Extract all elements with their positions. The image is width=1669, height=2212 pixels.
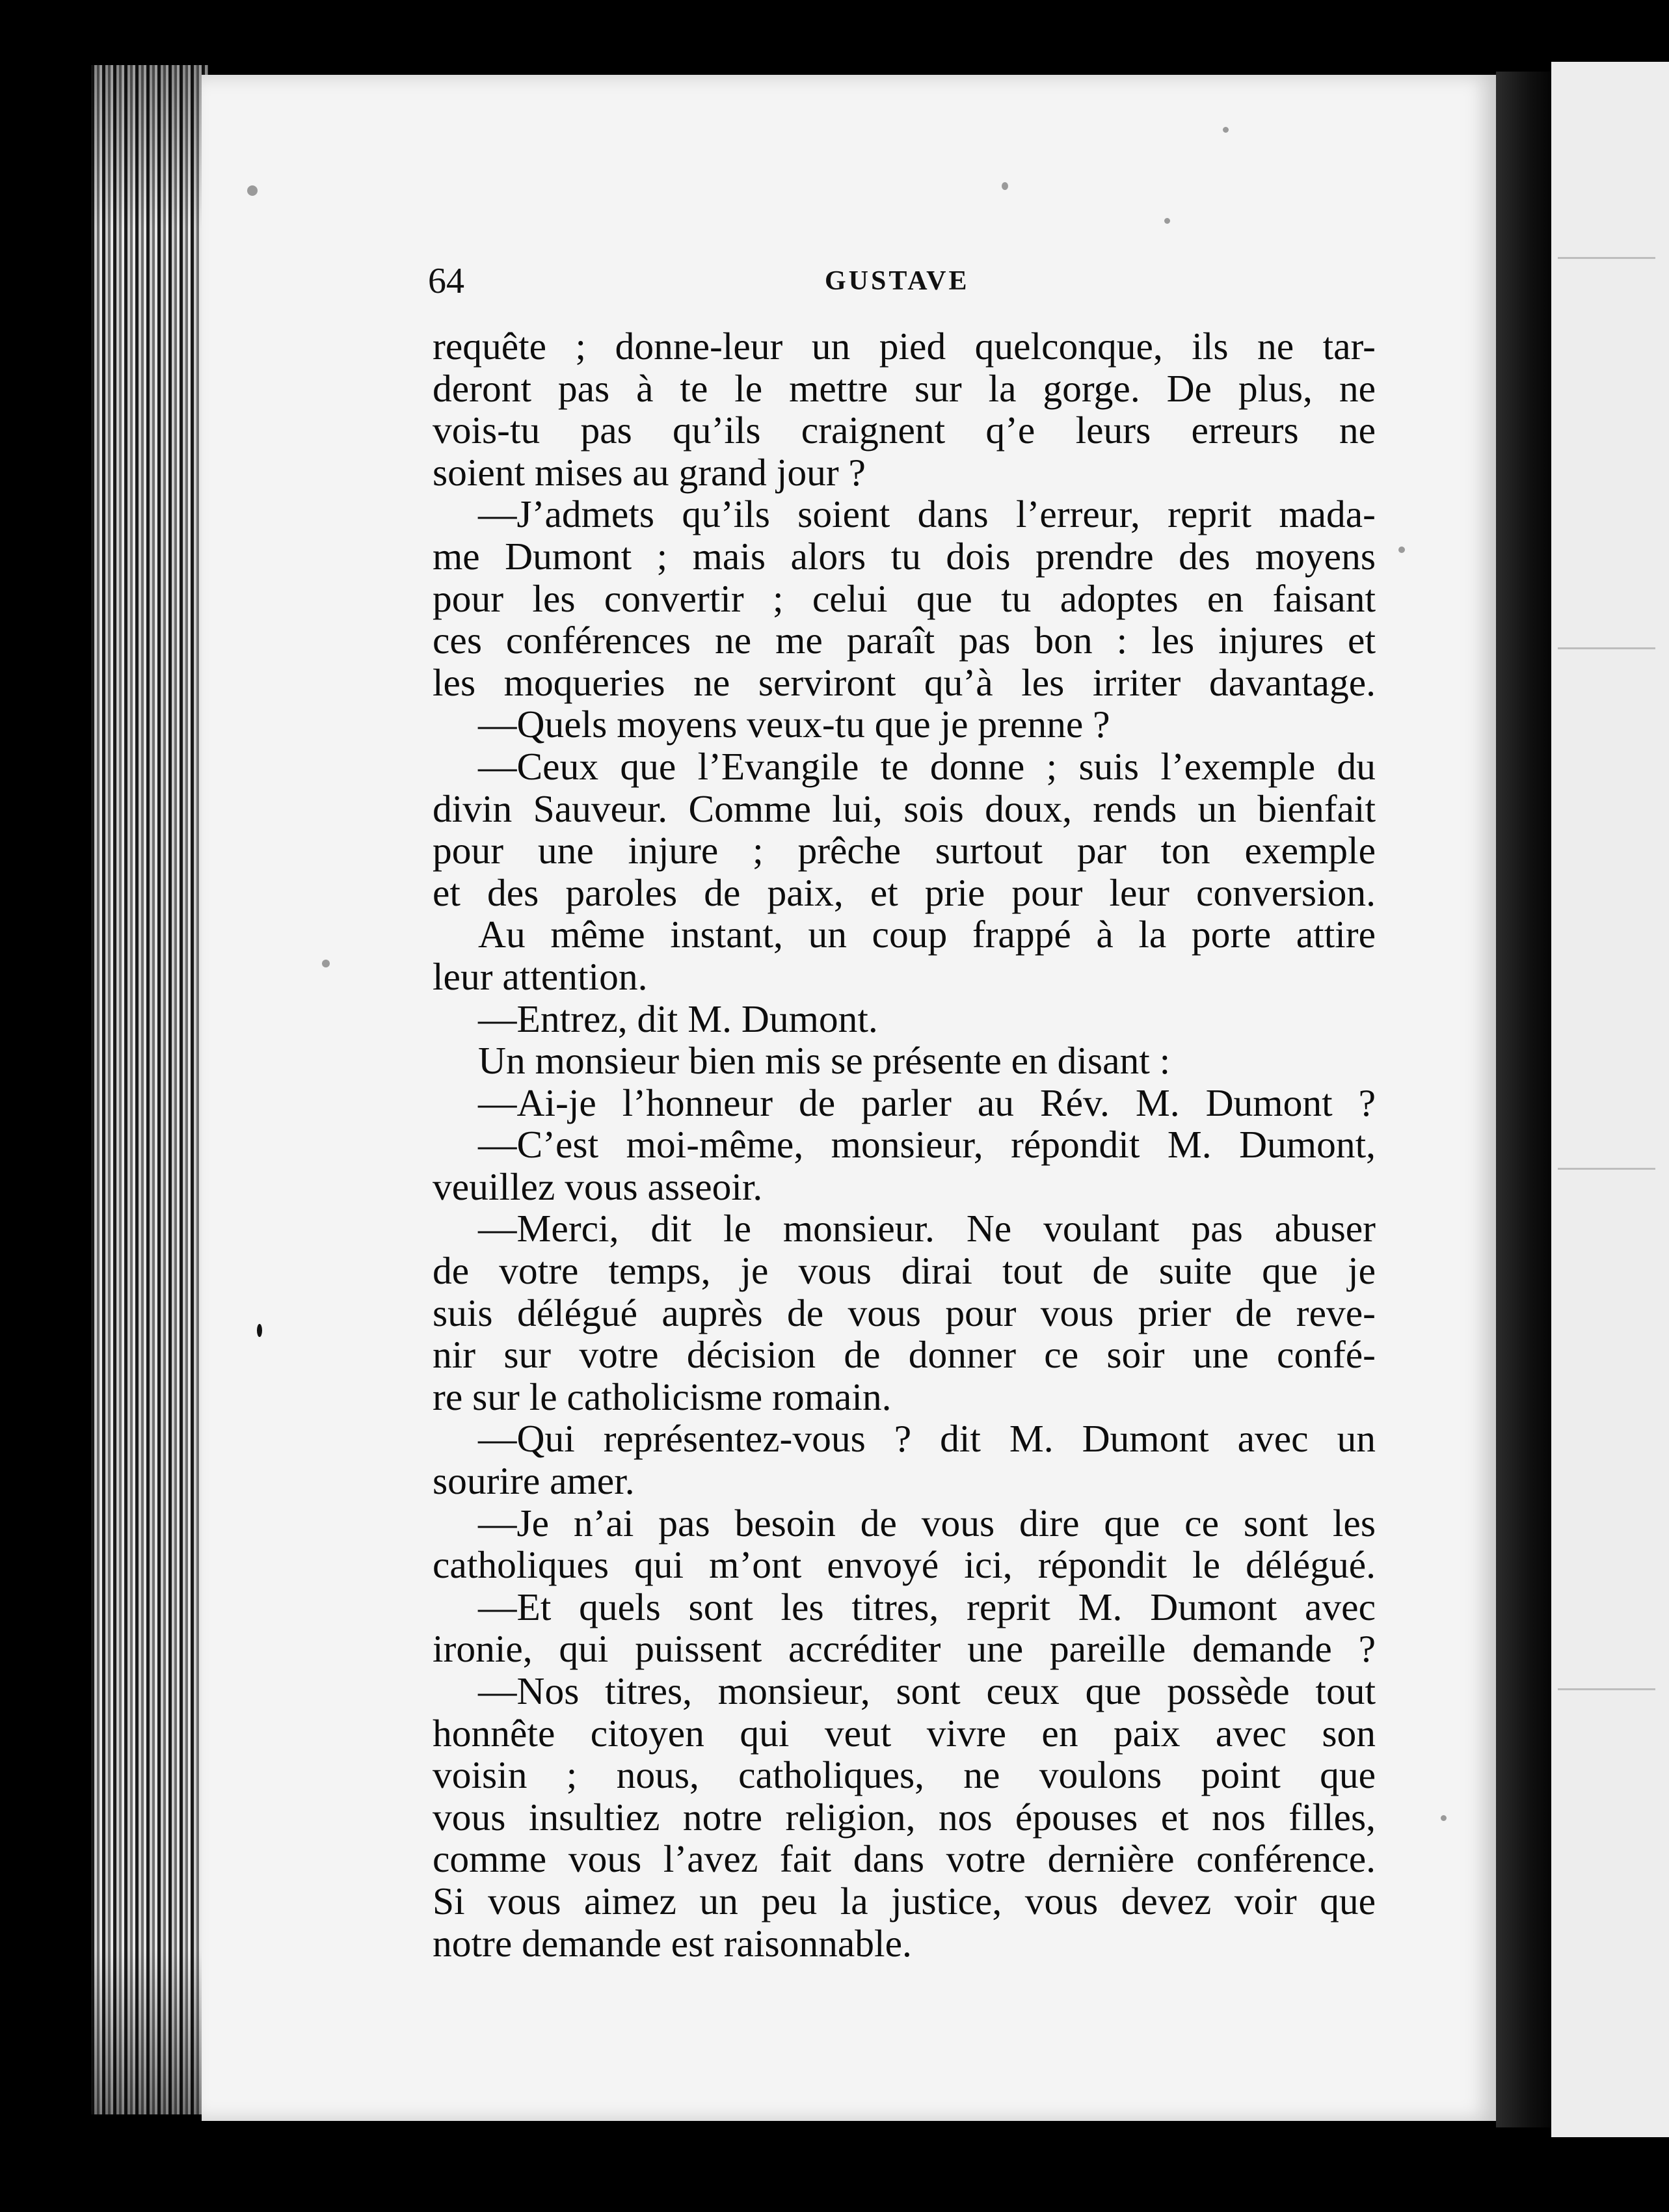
text-line: —Et quels sont les titres, reprit M. Dumont avec: [478, 1585, 1376, 1628]
running-title: GUSTAVE: [825, 266, 970, 296]
text-line: veuillez vous asseoir.: [433, 1165, 763, 1208]
text-line: deront pas à te le mettre sur la gorge. De plus, ne: [433, 366, 1376, 410]
text-line: Si vous aimez un peu la justice, vous devez voir que: [433, 1879, 1376, 1922]
text-line: —Je n’ai pas besoin de vous dire que ce sont les: [478, 1501, 1376, 1544]
dust-speck: [322, 960, 330, 967]
text-line: —Quels moyens veux-tu que je prenne ?: [478, 703, 1110, 746]
dust-speck: [1398, 546, 1405, 553]
text-line: de votre temps, je vous dirai tout de suite que je: [433, 1249, 1376, 1293]
text-line: divin Sauveur. Comme lui, sois doux, rends un bienfait: [433, 787, 1376, 830]
text-line: sourire amer.: [433, 1459, 635, 1503]
text-line: ironie, qui puissent accréditer une pareille demande ?: [433, 1627, 1376, 1671]
text-line: catholiques qui m’ont envoyé ici, répondit le délégué.: [433, 1543, 1376, 1587]
book-spine: [1496, 72, 1551, 2127]
text-line: me Dumont ; mais alors tu dois prendre des moyens: [433, 534, 1376, 578]
body-text: [433, 325, 1376, 1964]
text-line: leur attention.: [433, 954, 648, 998]
page-edges-shadow: [91, 65, 208, 2114]
text-line: les moqueries ne serviront qu’à les irriter davantage.: [433, 660, 1376, 704]
text-line: —Merci, dit le monsieur. Ne voulant pas abuser: [478, 1207, 1376, 1250]
bleed-through-mark: [1558, 647, 1655, 649]
text-line: ces conférences ne me paraît pas bon : les injures et: [433, 619, 1376, 662]
ink-mark: [257, 1324, 262, 1337]
text-line: comme vous l’avez fait dans votre dernière conférence.: [433, 1837, 1376, 1881]
dust-speck: [1002, 182, 1008, 190]
text-line: —Ai-je l’honneur de parler au Rév. M. Dumont ?: [478, 1081, 1376, 1124]
text-line: re sur le catholicisme romain.: [433, 1375, 892, 1418]
bleed-through-mark: [1558, 257, 1655, 259]
text-line: —Qui représentez-vous ? dit M. Dumont avec un: [478, 1417, 1376, 1461]
text-line: Un monsieur bien mis se présente en disant :: [478, 1039, 1171, 1083]
page-number: 64: [428, 261, 464, 301]
text-line: —J’admets qu’ils soient dans l’erreur, reprit mada-: [478, 492, 1376, 536]
text-line: —Entrez, dit M. Dumont.: [478, 997, 878, 1040]
facing-page-edge: [1551, 62, 1669, 2137]
text-line: Au même instant, un coup frappé à la porte attire: [478, 913, 1376, 956]
text-line: vois-tu pas qu’ils craignent q’e leurs erreurs ne: [433, 409, 1376, 452]
text-line: suis délégué auprès de vous pour vous prier de reve-: [433, 1291, 1376, 1334]
text-line: notre demande est raisonnable.: [433, 1921, 912, 1965]
text-line: pour les convertir ; celui que tu adoptes en faisant: [433, 576, 1376, 620]
text-line: requête ; donne-leur un pied quelconque, ils ne tar-: [433, 325, 1376, 368]
text-line: soient mises au grand jour ?: [433, 450, 866, 494]
dust-speck: [1164, 218, 1170, 224]
text-line: pour une injure ; prêche surtout par ton exemple: [433, 829, 1376, 872]
text-line: —Ceux que l’Evangile te donne ; suis l’exemple du: [478, 744, 1376, 788]
dust-speck: [1223, 127, 1229, 133]
text-line: nir sur votre décision de donner ce soir une confé-: [433, 1333, 1376, 1377]
text-line: et des paroles de paix, et prie pour leur conversion.: [433, 870, 1376, 914]
bleed-through-mark: [1558, 1168, 1655, 1170]
dust-speck: [1441, 1815, 1447, 1821]
text-line: —C’est moi-même, monsieur, répondit M. Dumont,: [478, 1123, 1376, 1167]
text-line: —Nos titres, monsieur, sont ceux que possède tout: [478, 1669, 1376, 1712]
scan-background: [0, 2140, 1669, 2212]
bleed-through-mark: [1558, 1688, 1655, 1690]
text-line: voisin ; nous, catholiques, ne voulons point que: [433, 1753, 1376, 1797]
dust-speck: [247, 185, 258, 196]
text-line: honnête citoyen qui veut vivre en paix avec son: [433, 1711, 1376, 1755]
text-line: vous insultiez notre religion, nos épouses et nos filles,: [433, 1795, 1376, 1839]
